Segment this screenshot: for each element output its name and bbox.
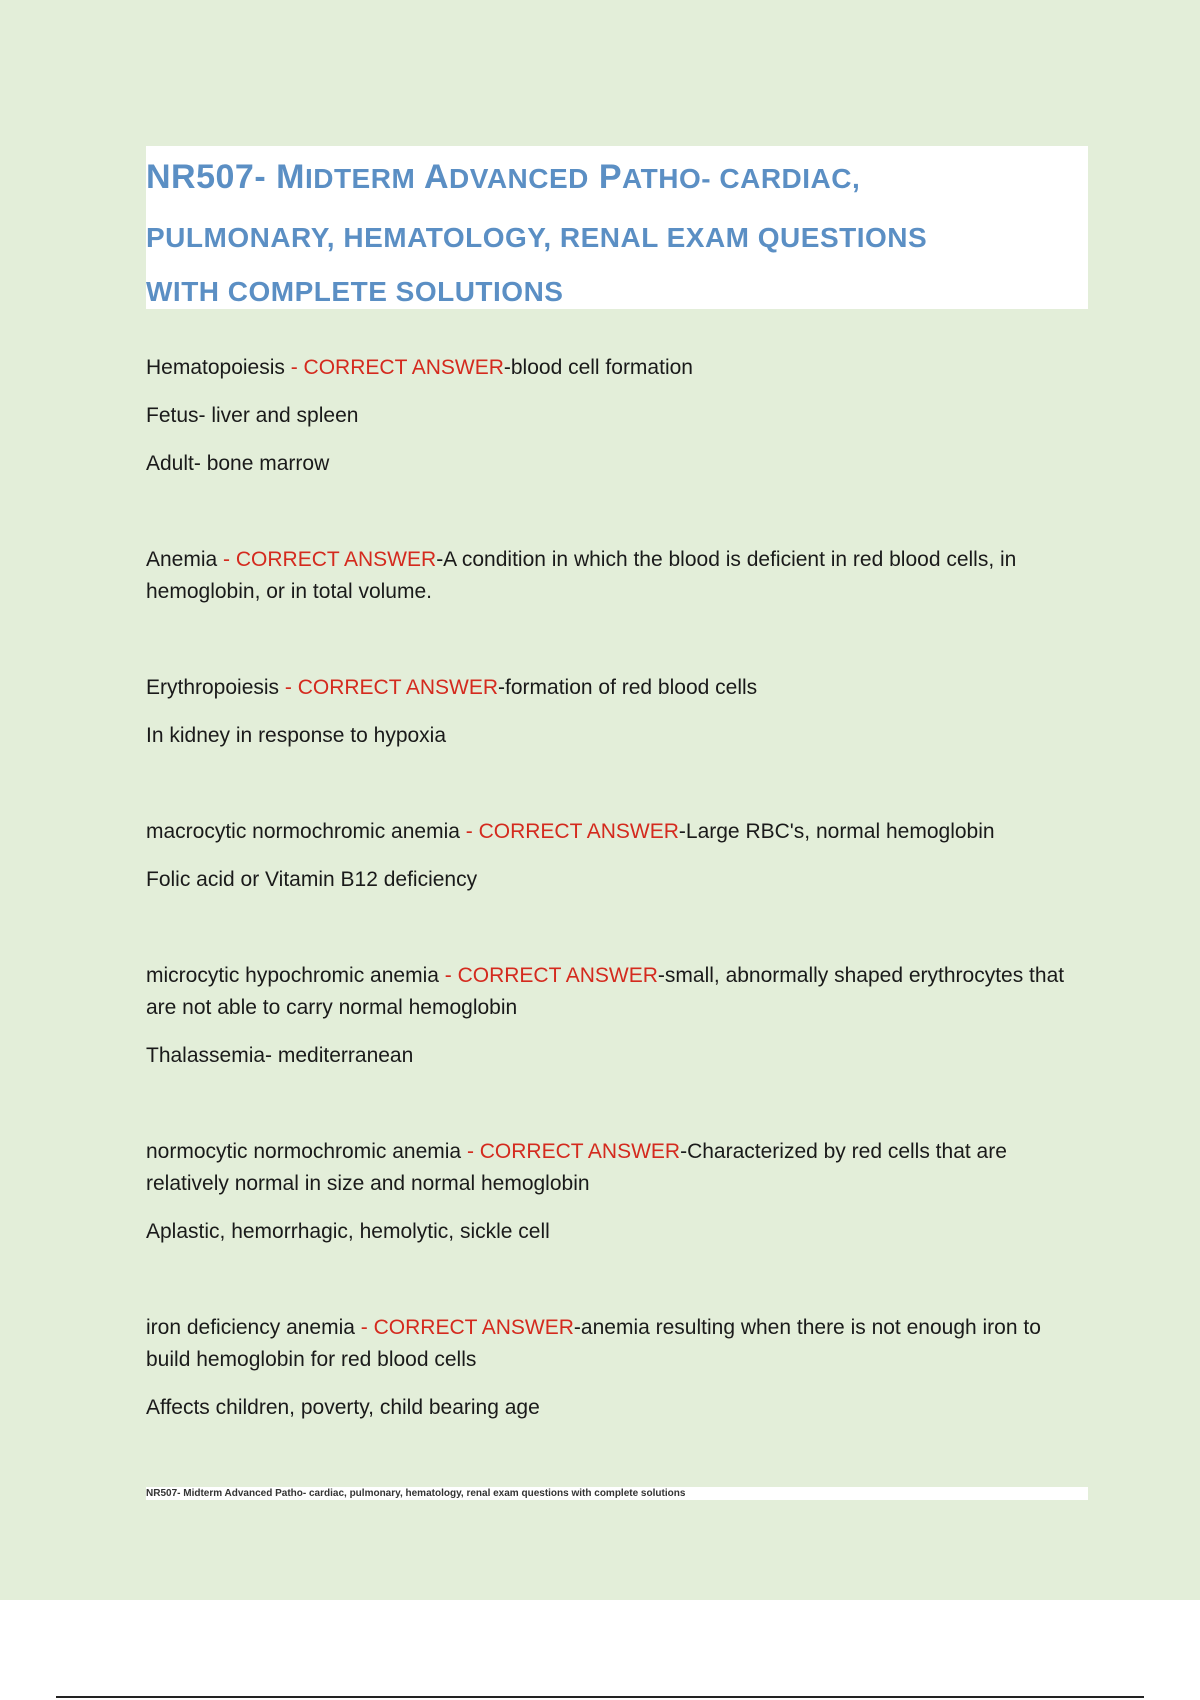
qa-entry-erythropoiesis — [146, 672, 1086, 752]
title-line-1: NR507- MIDTERM ADVANCED PATHO- CARDIAC, — [146, 158, 861, 196]
correct-answer-label: - CORRECT ANSWER — [223, 548, 437, 571]
definition: -blood cell formation — [503, 356, 693, 379]
term: Hematopoiesis — [146, 356, 291, 379]
term: iron deficiency anemia — [146, 1316, 361, 1339]
qa-note: Affects children, poverty, child bearing age — [146, 1396, 540, 1419]
qa-entry-macrocytic — [146, 816, 1086, 896]
correct-answer-label: - CORRECT ANSWER — [465, 820, 679, 843]
qa-question — [146, 960, 1086, 1024]
title-line-3: WITH COMPLETE SOLUTIONS — [146, 276, 564, 307]
definition: -small, abnormally shaped erythrocytes that are not able to carry normal hemoglobin — [146, 964, 1065, 1019]
qa-note: Aplastic, hemorrhagic, hemolytic, sickle cell — [146, 1220, 550, 1243]
qa-note: In kidney in response to hypoxia — [146, 724, 447, 747]
correct-answer-label: - CORRECT ANSWER — [466, 1140, 681, 1163]
definition: -Characterized by red cells that are relatively normal in size and normal hemoglobin — [146, 1140, 1007, 1195]
term: normocytic normochromic anemia — [146, 1140, 467, 1163]
term: microcytic hypochromic anemia — [146, 964, 445, 987]
definition: -A condition in which the blood is deficient in red blood cells, in hemoglobin, or in total volume. — [146, 548, 1017, 603]
qa-note: Fetus- liver and spleen — [146, 404, 359, 427]
qa-entry-iron-deficiency — [146, 1312, 1086, 1424]
term: macrocytic normochromic anemia — [146, 820, 466, 843]
correct-answer-label: - CORRECT ANSWER — [444, 964, 658, 987]
qa-entry-hematopoiesis — [146, 352, 1086, 480]
page-footer: NR507- Midterm Advanced Patho- cardiac, pulmonary, hematology, renal exam questions with complete solutions — [146, 1487, 1088, 1500]
definition: -Large RBC's, normal hemoglobin — [678, 820, 995, 843]
qa-question — [146, 1136, 1086, 1200]
page-divider — [56, 1696, 1144, 1698]
term: Anemia — [146, 548, 224, 571]
definition: -formation of red blood cells — [498, 676, 758, 699]
qa-question — [146, 352, 1086, 384]
title-line-2: PULMONARY, HEMATOLOGY, RENAL EXAM QUESTIONS — [146, 222, 928, 253]
qa-question — [146, 544, 1086, 608]
correct-answer-label: - CORRECT ANSWER — [284, 676, 499, 699]
qa-question — [146, 1312, 1086, 1376]
qa-entry-microcytic — [146, 960, 1086, 1072]
correct-answer-label: - CORRECT ANSWER — [290, 356, 504, 379]
correct-answer-label: - CORRECT ANSWER — [360, 1316, 574, 1339]
qa-question — [146, 672, 1086, 704]
qa-list — [146, 352, 1086, 1440]
qa-entry-normocytic — [146, 1136, 1086, 1248]
definition: -anemia resulting when there is not enough iron to build hemoglobin for red blood cells — [146, 1316, 1041, 1371]
qa-note: Adult- bone marrow — [146, 452, 330, 475]
qa-entry-anemia — [146, 544, 1086, 608]
qa-note: Thalassemia- mediterranean — [146, 1044, 414, 1067]
term: Erythropoiesis — [146, 676, 285, 699]
qa-note: Folic acid or Vitamin B12 deficiency — [146, 868, 478, 891]
qa-question — [146, 816, 1086, 848]
document-title — [146, 146, 1088, 309]
